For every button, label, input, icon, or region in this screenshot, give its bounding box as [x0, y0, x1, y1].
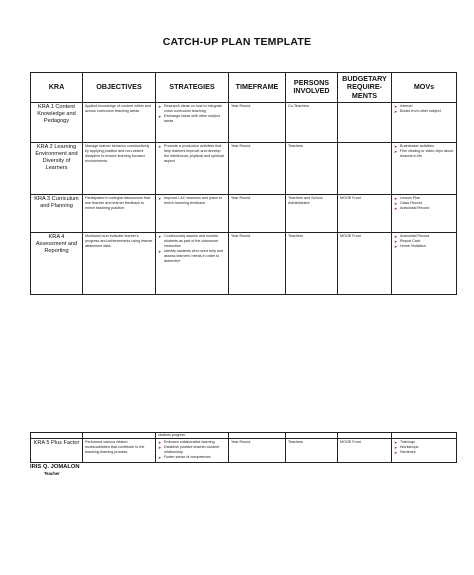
header-objectives: OBJECTIVES: [83, 73, 156, 103]
kra-cell: KRA 3 Curriculum and Planning: [31, 194, 83, 232]
objectives-cell: Performed various related works/activities that contribute to the teaching-learning process.: [83, 439, 156, 463]
list-item: ➤ Internet: [394, 103, 413, 109]
budget-cell: [338, 142, 392, 194]
movs-cell: [392, 142, 457, 194]
persons-cell: Teachers: [286, 232, 338, 294]
list-item: ➤ Promote a productive activities that help learners improve and develop the intellectual, physical and spiritual aspect: [158, 143, 224, 163]
header-timeframe: TIMEFRAME: [229, 73, 286, 103]
list-item: ➤ Improve LAC sessions and plans to enrich teaching feedback.: [158, 195, 223, 205]
arrow-bullet-icon: ➤: [394, 195, 398, 201]
arrow-bullet-icon: ➤: [158, 444, 162, 450]
list-item: ➤ Anecdotal Record: [394, 233, 430, 239]
list-item: ➤ Exchange ideas with other subject areas: [158, 113, 220, 123]
page-title: CATCH-UP PLAN TEMPLATE: [162, 36, 312, 48]
persons-cell: Teachers: [286, 439, 338, 463]
arrow-bullet-icon: ➤: [394, 440, 398, 445]
table-row: [31, 102, 457, 142]
objectives-cell: Manage learner behavior constructively by applying positive and non-violent discipline to ensure learning focused environments.: [83, 142, 156, 194]
budget-cell: MOOE Fund: [338, 194, 392, 232]
timeframe-cell: Year Round: [229, 194, 286, 232]
arrow-bullet-icon: ➤: [394, 233, 398, 239]
list-item: ➤ Lesson Plan: [394, 195, 421, 201]
persons-cell: Teachers and School Administrator: [286, 194, 338, 232]
list-item: ➤ Workshops: [394, 444, 419, 450]
movs-cell: [392, 102, 457, 142]
arrow-bullet-icon: ➤: [394, 148, 398, 154]
arrow-bullet-icon: ➤: [158, 233, 162, 239]
list-item: ➤ Identify students who need help and assess learners' needs in order to determine: [158, 248, 224, 263]
arrow-bullet-icon: ➤: [158, 454, 162, 460]
arrow-bullet-icon: ➤: [394, 238, 398, 244]
arrow-bullet-icon: ➤: [394, 103, 398, 109]
table-row: [31, 439, 457, 463]
objectives-cell: Participated in collegial discussions that use teacher and learner feedback to enrich teaching practice.: [83, 194, 156, 232]
list-item: ➤ Books from other subject: [394, 108, 441, 114]
table-row: [31, 142, 457, 194]
header-budgetary-requirements: BUDGETARY REQUIRE-MENTS: [338, 73, 392, 103]
strategies-cell: [156, 232, 229, 294]
timeframe-cell: Year Round: [229, 232, 286, 294]
objectives-cell: Monitored and evaluate learner's progress and achievements using learner attainment data.: [83, 232, 156, 294]
movs-cell: [392, 232, 457, 294]
list-item: ➤ Embrace collaborative learning: [158, 440, 215, 445]
arrow-bullet-icon: ➤: [158, 440, 162, 445]
signatory-name: IRIS Q. JOMALON: [30, 464, 80, 470]
catch-up-plan-table: [30, 72, 457, 295]
kra-cell: KRA 4 Assessment and Reporting: [31, 232, 83, 294]
header-movs: MOVs: [392, 73, 457, 103]
list-item: ➤ Brainteaser activities: [394, 143, 435, 149]
list-item: ➤ Foster sense of competence: [158, 454, 211, 460]
list-item: ➤ Seminars: [394, 449, 416, 455]
movs-cell: [392, 194, 457, 232]
arrow-bullet-icon: ➤: [394, 444, 398, 450]
list-item: ➤ Research ideas on how to integrate cross curriculum teaching: [158, 103, 223, 113]
list-item: ➤ Class Record: [394, 200, 423, 206]
strategies-cell: [156, 102, 229, 142]
persons-cell: Teachers: [286, 142, 338, 194]
strategies-cell: [156, 194, 229, 232]
continuation-cell: students progress: [156, 433, 229, 439]
kra-cell: KRA 5 Plus Factor: [31, 439, 83, 463]
header-kra: KRA: [31, 73, 83, 103]
arrow-bullet-icon: ➤: [394, 143, 398, 149]
movs-cell: [392, 439, 457, 463]
arrow-bullet-icon: ➤: [158, 143, 162, 149]
list-item: ➤ Home Visitation: [394, 243, 426, 249]
strategies-cell: [156, 439, 229, 463]
arrow-bullet-icon: ➤: [394, 449, 398, 455]
list-item: ➤ Anecdotal Record: [394, 205, 430, 211]
list-item: ➤ Film viewing or video clips about lessons in life: [394, 148, 454, 158]
kra-cell: KRA 2 Learning Environment and Diversity of Learners: [31, 142, 83, 194]
table-row: [31, 194, 457, 232]
arrow-bullet-icon: ➤: [394, 200, 398, 206]
arrow-bullet-icon: ➤: [394, 243, 398, 249]
timeframe-cell: Year Round: [229, 439, 286, 463]
catch-up-plan-table-continued: [30, 432, 457, 463]
list-item: ➤ Establish positive teacher-student relationship: [158, 444, 220, 454]
list-item: ➤ Continuously assess and monitor students as part of the classroom instruction: [158, 233, 219, 248]
list-item: ➤ Trainings: [394, 440, 416, 445]
arrow-bullet-icon: ➤: [394, 205, 398, 211]
timeframe-cell: Year Round: [229, 102, 286, 142]
budget-cell: MOOE Fund: [338, 439, 392, 463]
timeframe-cell: Year Round: [229, 142, 286, 194]
table-row: [31, 232, 457, 294]
header-row: [31, 73, 457, 103]
strategies-cell: [156, 142, 229, 194]
arrow-bullet-icon: ➤: [158, 113, 162, 119]
arrow-bullet-icon: ➤: [158, 195, 162, 201]
header-strategies: STRATEGIES: [156, 73, 229, 103]
budget-cell: [338, 102, 392, 142]
header-persons-involved: PERSONS INVOLVED: [286, 73, 338, 103]
persons-cell: Co-Teachers: [286, 102, 338, 142]
objectives-cell: Applied knowledge of content within and across curriculum teaching areas.: [83, 102, 156, 142]
budget-cell: MOOE Fund: [338, 232, 392, 294]
kra-cell: KRA 1 Content Knowledge and Pedagogy: [31, 102, 83, 142]
arrow-bullet-icon: ➤: [158, 248, 162, 254]
list-item: ➤ Report Card: [394, 238, 421, 244]
signatory-role: Teacher: [44, 471, 60, 476]
arrow-bullet-icon: ➤: [158, 103, 162, 109]
arrow-bullet-icon: ➤: [394, 108, 398, 114]
